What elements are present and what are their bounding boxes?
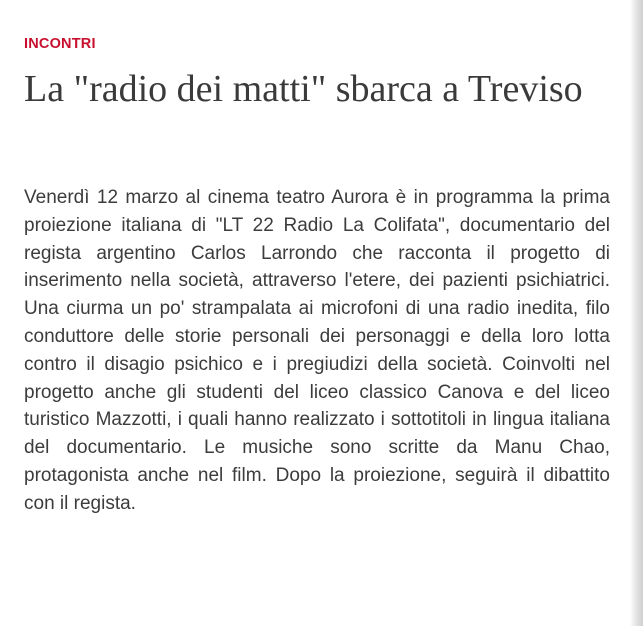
article-body: Venerdì 12 marzo al cinema teatro Aurora è in programma la prima proiezione italiana di "LT 22 Radio La Colifata", documentario del regista argentino Carlos Larrondo che racconta il progetto di inserimento nella società, attraverso l'etere, dei pazienti psichiatrici. Una ciurma un po' strampalata ai microfoni di una radio inedita, filo conduttore delle storie personali dei personaggi e della loro lotta contro il disagio psichico e i pregiudizi della società. Coinvolti nel progetto anche gli studenti del liceo classico Canova e del liceo turistico Mazzotti, i quali hanno realizzato i sottotitoli in lingua italiana del documentario. Le musiche sono scritte da Manu Chao, protagonista anche nel film. Dopo la proiezione, seguirà il dibattito con il regista.	[24, 187, 610, 514]
category-label[interactable]: INCONTRI	[24, 36, 96, 52]
page-edge-shadow	[630, 0, 643, 626]
article-title: La "radio dei matti" sbarca a Treviso	[24, 68, 583, 110]
